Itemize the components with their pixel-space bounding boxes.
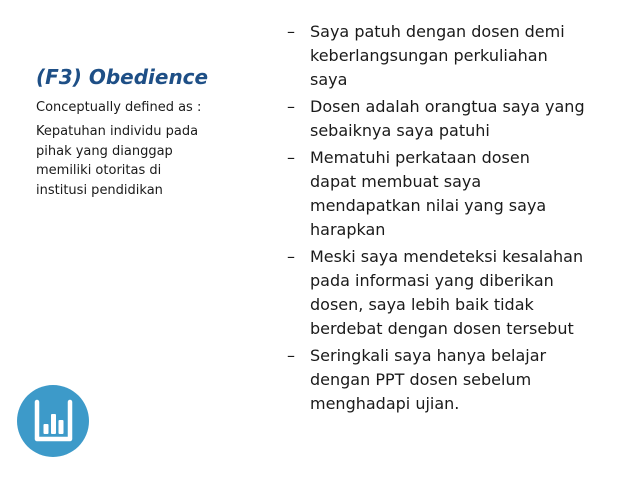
bullet-line: keberlangsungan perkuliahan xyxy=(310,46,548,65)
bullet-line: menghadapi ujian. xyxy=(310,394,460,413)
bullet-item xyxy=(287,344,627,416)
bullet-line: Dosen adalah orangtua saya yang xyxy=(310,97,585,116)
bullet-line: mendapatkan nilai yang saya xyxy=(310,196,547,215)
bullet-item xyxy=(287,20,627,92)
bullet-dash: – xyxy=(287,346,295,365)
bullet-line: dengan PPT dosen sebelum xyxy=(310,370,532,389)
slide-title: (F3) Obedience xyxy=(36,65,209,89)
bullet-dash: – xyxy=(287,247,295,266)
bullet-line: Mematuhi perkataan dosen xyxy=(310,148,530,167)
bullet-line: harapkan xyxy=(310,220,386,239)
bullet-line: dosen, saya lebih baik tidak xyxy=(310,295,534,314)
bullet-line: Seringkali saya hanya belajar xyxy=(310,346,547,365)
definition-block xyxy=(36,98,258,200)
bullet-dash: – xyxy=(287,22,295,41)
definition-line: Kepatuhan individu pada xyxy=(36,124,199,139)
bullet-dash: – xyxy=(287,148,295,167)
bullet-item xyxy=(287,95,627,143)
bullet-line: dapat membuat saya xyxy=(310,172,482,191)
bullet-list xyxy=(287,20,627,419)
bullet-item xyxy=(287,245,627,341)
bullet-line: Saya patuh dengan dosen demi xyxy=(310,22,565,41)
bar-chart-icon xyxy=(17,385,89,457)
definition-line: memiliki otoritas di xyxy=(36,163,162,178)
bullet-line: berdebat dengan dosen tersebut xyxy=(310,319,574,338)
definition-intro: Conceptually defined as : xyxy=(36,100,202,115)
bullet-item xyxy=(287,146,627,242)
bullet-line: sebaiknya saya patuhi xyxy=(310,121,490,140)
bullet-line: saya xyxy=(310,70,348,89)
definition-line: institusi pendidikan xyxy=(36,182,163,198)
bullet-line: Meski saya mendeteksi kesalahan xyxy=(310,247,584,266)
bullet-line: pada informasi yang diberikan xyxy=(310,271,554,290)
bullet-dash: – xyxy=(287,97,295,116)
logo xyxy=(17,385,89,457)
definition-line: pihak yang dianggap xyxy=(36,143,173,159)
